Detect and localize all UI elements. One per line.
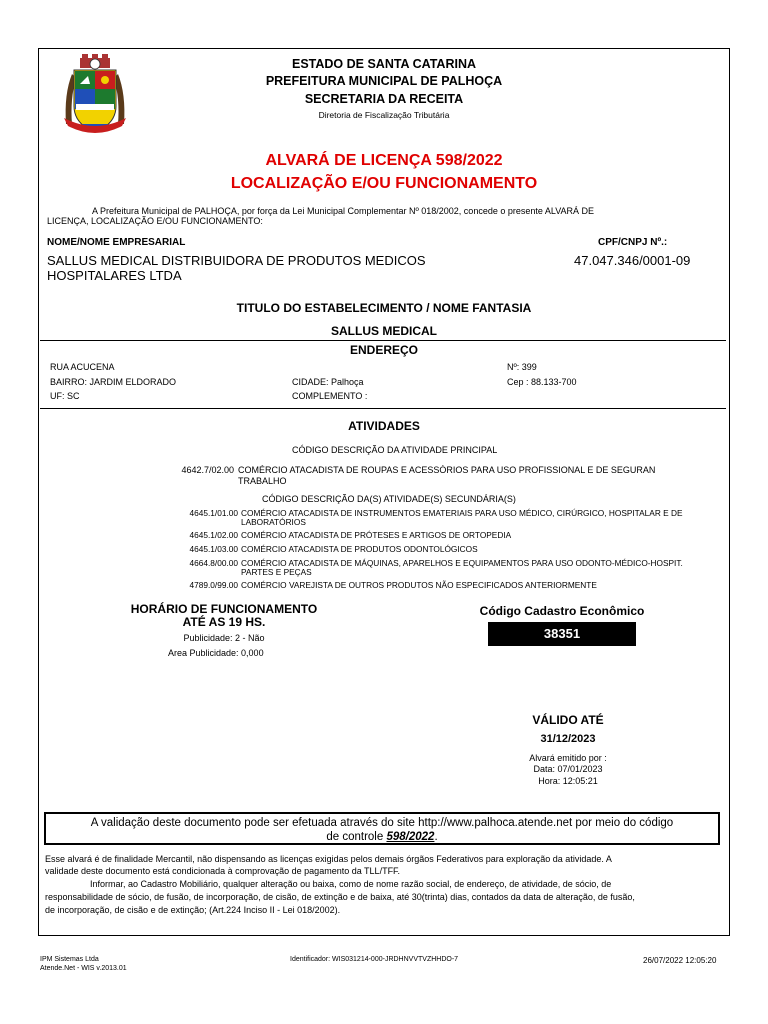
secondary-activity-desc: COMÉRCIO ATACADISTA DE INSTRUMENTOS EMATERIAIS PARA USO MÉDICO, CIRÚRGICO, HOSPITALAR E DE	[241, 508, 683, 518]
secondary-activity-desc: COMÉRCIO ATACADISTA DE MÁQUINAS, APARELHOS E EQUIPAMENTOS PARA USO ODONTO-MÉDICO-HOSPIT.	[241, 558, 683, 568]
header-state: ESTADO DE SANTA CATARINA	[291, 57, 477, 71]
validation-control-line	[46, 830, 718, 844]
cadastro-value: 38351	[488, 622, 636, 646]
issued-by: Alvará emitido por :	[529, 753, 607, 763]
address-complemento: COMPLEMENTO :	[292, 391, 368, 401]
divider	[40, 340, 726, 341]
publicidade: Publicidade: 2 - Não	[183, 633, 265, 643]
footer-identifier: Identificador: WIS031214-000-JRDHNVVTVZHHDO-7	[290, 956, 459, 963]
secondary-activity-code: 4645.1/01.00	[189, 508, 238, 518]
schedule-label: HORÁRIO DE FUNCIONAMENTO	[130, 602, 318, 616]
address-number: Nº: 399	[507, 362, 537, 372]
secondary-activity-code: 4645.1/03.00	[189, 544, 238, 554]
footer-datetime: 26/07/2022 12:05:20	[643, 956, 717, 965]
cadastro-label: Código Cadastro Econômico	[479, 604, 645, 618]
secondary-activity-code: 4664.8/00.00	[189, 558, 238, 568]
secondary-activity-code: 4645.1/02.00	[189, 530, 238, 540]
company-name-line-2: HOSPITALARES LTDA	[47, 268, 182, 283]
secondary-activity-desc: COMÉRCIO ATACADISTA DE PRODUTOS ODONTOLÓGICOS	[241, 544, 478, 554]
footer-version: Atende.Net - WIS v.2013.01	[40, 965, 127, 972]
main-activity-header: CÓDIGO DESCRIÇÃO DA ATIVIDADE PRINCIPAL	[292, 445, 498, 455]
secondary-activity-desc-cont: PARTES E PEÇAS	[241, 567, 312, 577]
header-prefeitura: PREFEITURA MUNICIPAL DE PALHOÇA	[265, 74, 503, 88]
activities-label: ATIVIDADES	[348, 419, 420, 433]
note-line-2: validade deste documento está condicionada à comprovação de pagamento da TLL/TFF.	[45, 866, 401, 876]
validation-box	[44, 812, 720, 845]
control-code: 598/2022	[386, 831, 435, 843]
main-activity-code: 4642.7/02.00	[181, 465, 234, 475]
address-bairro: BAIRRO: JARDIM ELDORADO	[50, 377, 177, 387]
intro-line-2: LICENÇA, LOCALIZAÇÃO E/OU FUNCIONAMENTO:	[47, 216, 263, 226]
area-publicidade: Area Publicidade: 0,000	[168, 648, 264, 658]
intro-line-1: A Prefeitura Municipal de PALHOÇA, por força da Lei Municipal Complementar Nº 018/2002, concede o presente ALVARÁ DE	[92, 206, 595, 216]
company-name-line-1: SALLUS MEDICAL DISTRIBUIDORA DE PRODUTOS MEDICOS	[47, 253, 426, 268]
secondary-activity-desc: COMÉRCIO ATACADISTA DE PRÓTESES E ARTIGOS DE ORTOPEDIA	[241, 530, 512, 540]
license-title: ALVARÁ DE LICENÇA 598/2022	[265, 152, 503, 169]
address-cidade: CIDADE: Palhoça	[292, 377, 364, 387]
validation-suffix: .	[434, 831, 438, 843]
main-activity-desc-cont: TRABALHO	[238, 476, 287, 486]
secondary-activity-code: 4789.0/99.00	[189, 580, 238, 590]
secondary-activity-header: CÓDIGO DESCRIÇÃO DA(S) ATIVIDADE(S) SECUNDÁRIA(S)	[262, 494, 516, 504]
license-subtitle: LOCALIZAÇÃO E/OU FUNCIONAMENTO	[230, 175, 538, 192]
note-line-5: de incorporação, de cisão e de extinção; (Art.224 Inciso II - Lei 018/2002).	[45, 905, 341, 915]
address-street: RUA ACUCENA	[50, 362, 115, 372]
address-cep: Cep : 88.133-700	[507, 377, 577, 387]
cnpj-label: CPF/CNPJ Nº.:	[598, 237, 668, 248]
main-activity-desc: COMÉRCIO ATACADISTA DE ROUPAS E ACESSÓRIOS PARA USO PROFISSIONAL E DE SEGURAN	[238, 465, 656, 475]
valid-until-date: 31/12/2023	[540, 733, 596, 745]
valid-until-label: VÁLIDO ATÉ	[532, 713, 604, 727]
cnpj-value: 47.047.346/0001-09	[574, 253, 691, 268]
note-line-4: responsabilidade de sócio, de fusão, de incorporação, de cisão, de extinção e de baixa, até 30(trinta) dias, contados da data de alteração, de fusão,	[45, 892, 635, 902]
company-name-label: NOME/NOME EMPRESARIAL	[47, 237, 186, 248]
validation-prefix: de controle	[326, 831, 387, 843]
note-line-3: Informar, ao Cadastro Mobiliário, qualquer alteração ou baixa, como de nome razão social, de endereço, de atividade, de sócio, de	[90, 879, 612, 889]
secondary-activity-desc: COMÉRCIO VAREJISTA DE OUTROS PRODUTOS NÃO ESPECIFICADOS ANTERIORMENTE	[241, 580, 597, 590]
header-diretoria: Diretoria de Fiscalização Tributária	[318, 110, 450, 120]
secondary-activity-desc-cont: LABORATÓRIOS	[241, 517, 306, 527]
header-secretaria: SECRETARIA DA RECEITA	[304, 92, 464, 106]
schedule-value: ATÉ AS 19 HS.	[182, 615, 266, 629]
footer-company: IPM Sistemas Ltda	[40, 956, 99, 963]
establishment-label: TITULO DO ESTABELECIMENTO / NOME FANTASIA	[236, 301, 532, 315]
address-label: ENDEREÇO	[349, 343, 418, 357]
address-uf: UF: SC	[50, 391, 80, 401]
issue-time: Hora: 12:05:21	[538, 776, 598, 786]
note-line-1: Esse alvará é de finalidade Mercantil, não dispensando as licenças exigidas pelos demais órgãos Federativos para exploração da atividade. A	[45, 854, 612, 864]
issue-date: Data: 07/01/2023	[533, 764, 603, 774]
validation-text: A validação deste documento pode ser efetuada através do site http://www.palhoca.atende.net por meio do código	[90, 817, 674, 829]
establishment-name: SALLUS MEDICAL	[331, 324, 437, 338]
divider	[40, 408, 726, 409]
